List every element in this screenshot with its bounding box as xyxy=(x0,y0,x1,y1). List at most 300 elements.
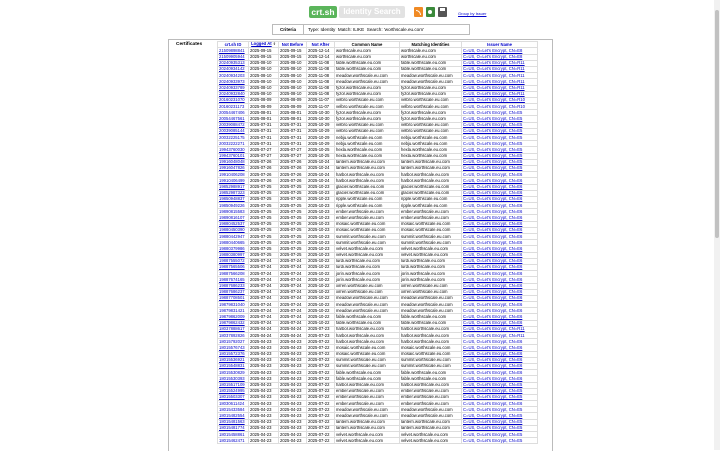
not-after-cell: 2025-11-07 xyxy=(307,97,335,103)
certificate-id-link[interactable]: 18015572376 xyxy=(219,351,245,357)
common-name-cell: fable.worthscale.eu.com xyxy=(335,376,400,382)
not-before-cell: 2025-07-25 xyxy=(279,246,307,252)
not-after-cell: 2025-07-22 xyxy=(307,351,335,357)
issuer-link[interactable]: C=US, O=Let's Encrypt, CN=E6 xyxy=(463,190,523,196)
col-crtsh-id[interactable]: crt.sh ID xyxy=(218,42,249,48)
issuer-link[interactable]: C=US, O=Let's Encrypt, CN=E6 xyxy=(463,245,523,251)
issuer-link[interactable]: C=US, O=Let's Encrypt, CN=E6 xyxy=(463,301,523,307)
matching-identities-cell: velvet.worthscale.eu.com xyxy=(400,252,462,258)
issuer-link[interactable]: C=US, O=Let's Encrypt, CN=E6 xyxy=(463,233,523,239)
group-by-issuer-link[interactable]: Group by Issuer xyxy=(458,11,487,16)
issuer-link[interactable]: C=US, O=Let's Encrypt, CN=E8 xyxy=(463,54,523,60)
issuer-link[interactable]: C=US, O=Let's Encrypt, CN=R11 xyxy=(463,66,525,72)
certificate-id-link[interactable]: 19879831040 xyxy=(219,301,245,307)
certificate-id-link[interactable]: 19887674165 xyxy=(219,276,245,282)
crtsh-id-link[interactable] xyxy=(218,302,249,308)
not-before-cell: 2025-07-27 xyxy=(279,147,307,153)
logged-at-cell: 2025-08-01 xyxy=(249,116,279,122)
common-name-cell: lantern.worthscale.eu.com xyxy=(335,425,400,431)
crtsh-id-link[interactable] xyxy=(218,234,249,240)
not-before-cell: 2025-07-24 xyxy=(279,314,307,320)
matching-identities-cell: harbor.worthscale.eu.com xyxy=(400,178,462,184)
issuer-link[interactable]: C=US, O=Let's Encrypt, CN=E6 xyxy=(463,221,523,227)
common-name-cell: ember.worthscale.eu.com xyxy=(335,215,400,221)
certificate-id-link[interactable]: 18015792027 xyxy=(219,338,245,344)
matching-identities-cell: meadow.worthscale.eu.com xyxy=(400,73,462,79)
certificate-id-link[interactable]: 19880380997 xyxy=(219,252,245,258)
not-before-cell: 2025-04-23 xyxy=(279,432,307,438)
certificate-id-link[interactable]: 20240933973 xyxy=(219,78,245,84)
certificate-id-link[interactable]: 18015524995 xyxy=(219,388,245,394)
certificates-label: Certificates xyxy=(176,42,203,47)
certificate-id-link[interactable]: 20054467561 xyxy=(219,115,245,121)
certificate-id-link[interactable]: 19879862009 xyxy=(219,313,245,319)
logged-at-cell: 2025-07-27 xyxy=(249,147,279,153)
matching-identities-cell: fable.worthscale.eu.com xyxy=(400,376,462,382)
common-name-cell: lurdi.worthscale.eu.com xyxy=(335,264,400,270)
certificate-id-link[interactable]: 20032225175 xyxy=(219,134,245,140)
crtsh-id-link[interactable] xyxy=(218,135,249,141)
common-name-cell: fable.worthscale.eu.com xyxy=(335,66,400,72)
not-before-cell: 2025-07-25 xyxy=(279,221,307,227)
certificate-id-link[interactable]: 20160231070 xyxy=(219,97,245,103)
common-name-cell: ripple.worthscale.eu.com xyxy=(335,203,400,209)
not-after-cell: 2025-07-22 xyxy=(307,376,335,382)
not-before-cell: 2025-04-23 xyxy=(279,370,307,376)
issuer-link[interactable]: C=US, O=Let's Encrypt, CN=E6 xyxy=(463,320,523,326)
scrollbar-thumb[interactable] xyxy=(715,10,719,238)
certificate-id-link[interactable]: 19887555072 xyxy=(219,258,245,264)
certificate-id-link[interactable]: 19880379986 xyxy=(219,245,245,251)
not-after-cell: 2025-07-22 xyxy=(307,382,335,388)
certificate-id-link[interactable]: 18037892826 xyxy=(219,332,245,338)
matching-identities-cell: harbor.worthscale.eu.com xyxy=(400,339,462,345)
criteria-type: Type: Identity xyxy=(308,27,336,32)
common-name-cell: meadow.worthscale.eu.com xyxy=(335,407,400,413)
not-before-cell: 2025-07-26 xyxy=(279,172,307,178)
certificate-id-link[interactable]: 18030611424 xyxy=(219,400,245,406)
not-before-cell: 2025-07-25 xyxy=(279,209,307,215)
certificate-id-link[interactable]: 19910406208 xyxy=(219,171,245,177)
not-before-cell: 2025-08-09 xyxy=(279,104,307,110)
certificate-id-link[interactable]: 19850948837 xyxy=(219,196,245,202)
logged-at-cell: 2025-04-23 xyxy=(249,345,279,351)
matching-identities-cell: meadow.worthscale.eu.com xyxy=(400,302,462,308)
issuer-link[interactable]: C=US, O=Let's Encrypt, CN=E5 xyxy=(463,394,523,400)
col-issuer-name[interactable]: Issuer Name xyxy=(462,42,538,48)
issuer-link[interactable]: C=US, O=Let's Encrypt, CN=E5 xyxy=(463,382,523,387)
certificate-id-link[interactable]: 18015503307 xyxy=(219,394,245,400)
issuer-link[interactable]: C=US, O=Let's Encrypt, CN=E5 xyxy=(463,406,523,412)
not-before-cell: 2025-08-01 xyxy=(279,116,307,122)
certificate-id-link[interactable]: 18015530393 xyxy=(219,375,245,381)
not-after-cell: 2025-11-07 xyxy=(307,104,335,110)
matching-identities-cell: harbor.worthscale.eu.com xyxy=(400,326,462,332)
issuer-link[interactable]: C=US, O=Let's Encrypt, CN=E6 xyxy=(463,369,523,375)
issuer-link[interactable]: C=US, O=Let's Encrypt, CN=E5 xyxy=(463,437,523,443)
certificate-id-link[interactable]: 18015481774 xyxy=(219,425,245,431)
crtsh-logo[interactable]: crt.sh xyxy=(309,6,337,18)
not-before-cell: 2025-09-15 xyxy=(279,54,307,60)
logged-at-cell: 2025-07-25 xyxy=(249,240,279,246)
certificate-id-link[interactable]: 18037888617 xyxy=(219,326,245,332)
matching-identities-cell: meadow.worthscale.eu.com xyxy=(400,79,462,85)
issuer-link[interactable]: C=US, O=Let's Encrypt, CN=E6 xyxy=(463,363,523,369)
criteria-box xyxy=(272,24,470,35)
issuer-link[interactable]: C=US, O=Let's Encrypt, CN=R11 xyxy=(463,60,525,66)
common-name-cell: fyzor.worthscale.eu.com xyxy=(335,91,400,97)
certificate-id-link[interactable]: 18015458861 xyxy=(219,431,245,437)
common-name-cell: meadow.worthscale.eu.com xyxy=(335,308,400,314)
certificate-id-link[interactable]: 19887686237 xyxy=(219,289,245,295)
certificate-id-link[interactable]: 19880442947 xyxy=(219,233,245,239)
certificate-id-link[interactable]: 19879831421 xyxy=(219,307,245,313)
certificate-id-link[interactable]: 18015576743 xyxy=(219,344,245,350)
crtsh-id-link[interactable] xyxy=(218,104,249,110)
logged-at-cell: 2025-07-24 xyxy=(249,264,279,270)
certificate-id-link[interactable]: 19916048048 xyxy=(219,159,245,165)
crtsh-id-link[interactable] xyxy=(218,271,249,277)
matching-identities-cell: summit.worthscale.eu.com xyxy=(400,240,462,246)
matching-identities-cell: mosaic.worthscale.eu.com xyxy=(400,221,462,227)
logged-at-cell: 2025-07-25 xyxy=(249,234,279,240)
issuer-link[interactable]: C=US, O=Let's Encrypt, CN=R10 xyxy=(463,103,525,109)
logged-at-cell: 2025-04-24 xyxy=(249,333,279,339)
issuer-link[interactable]: C=US, O=Let's Encrypt, CN=E5 xyxy=(463,431,523,437)
not-after-cell: 2025-10-30 xyxy=(307,110,335,116)
crtsh-id-link[interactable] xyxy=(218,73,249,79)
criteria-values xyxy=(308,25,424,34)
logged-at-cell: 2025-04-23 xyxy=(249,370,279,376)
common-name-cell: mosaic.worthscale.eu.com xyxy=(335,221,400,227)
issuer-link[interactable]: C=US, O=Let's Encrypt, CN=E6 xyxy=(463,283,523,288)
logged-at-cell: 2025-07-31 xyxy=(249,141,279,147)
matching-identities-cell: fable.worthscale.eu.com xyxy=(400,60,462,66)
not-after-cell: 2025-07-22 xyxy=(307,425,335,431)
col-matching-identities: Matching Identities xyxy=(400,42,462,48)
not-after-cell: 2025-10-23 xyxy=(307,240,335,246)
issuer-link[interactable]: C=US, O=Let's Encrypt, CN=E5 xyxy=(463,388,523,394)
issuer-link[interactable]: C=US, O=Let's Encrypt, CN=R11 xyxy=(463,332,525,338)
logged-at-cell: 2025-07-24 xyxy=(249,283,279,289)
matching-identities-cell: ember.worthscale.eu.com xyxy=(400,215,462,221)
certificate-id-link[interactable]: 20039088472 xyxy=(219,122,245,128)
logged-at-cell: 2025-07-31 xyxy=(249,122,279,128)
crtsh-id-link[interactable] xyxy=(218,172,249,178)
issuer-link[interactable]: C=US, O=Let's Encrypt, CN=E6 xyxy=(463,351,523,357)
common-name-cell: ember.worthscale.eu.com xyxy=(335,394,400,400)
common-name-cell: harbor.worthscale.eu.com xyxy=(335,339,400,345)
crtsh-id-link[interactable] xyxy=(218,333,249,339)
crtsh-id-link[interactable] xyxy=(218,401,249,407)
matching-identities-cell: fable.worthscale.eu.com xyxy=(400,320,462,326)
matching-identities-cell: fyzor.worthscale.eu.com xyxy=(400,85,462,91)
issuer-link[interactable]: C=US, O=Let's Encrypt, CN=R11 xyxy=(463,85,525,90)
issuer-link[interactable]: C=US, O=Let's Encrypt, CN=E6 xyxy=(463,307,523,313)
issuer-link[interactable]: C=US, O=Let's Encrypt, CN=E6 xyxy=(463,184,523,189)
common-name-cell: lantern.worthscale.eu.com xyxy=(335,419,400,425)
common-name-cell: fyzor.worthscale.eu.com xyxy=(335,110,400,116)
issuer-link[interactable]: C=US, O=Let's Encrypt, CN=E5 xyxy=(463,165,523,171)
common-name-cell: mosaic.worthscale.eu.com xyxy=(335,227,400,233)
common-name-cell: nebju.worthscale.eu.com xyxy=(335,141,400,147)
matching-identities-cell: mosaic.worthscale.eu.com xyxy=(400,227,462,233)
certificate-id-link[interactable]: 20240934142 xyxy=(219,66,245,72)
common-name-cell: mosaic.worthscale.eu.com xyxy=(335,345,400,351)
rss-feed-icon[interactable] xyxy=(414,7,423,17)
issuer-link[interactable]: C=US, O=Let's Encrypt, CN=E6 xyxy=(463,344,523,350)
common-name-cell: ember.worthscale.eu.com xyxy=(335,401,400,407)
not-after-cell: 2025-10-22 xyxy=(307,258,335,264)
not-before-cell: 2025-04-23 xyxy=(279,345,307,351)
issuer-link[interactable]: C=US, O=Let's Encrypt, CN=R11 xyxy=(463,91,525,97)
certificate-id-link[interactable]: 19890816107 xyxy=(219,214,245,220)
issuer-link[interactable]: C=US, O=Let's Encrypt, CN=E6 xyxy=(463,202,523,208)
certificate-id-link[interactable]: 19850949226 xyxy=(219,202,245,208)
certificate-id-link[interactable]: 18015530829 xyxy=(219,369,245,375)
not-before-cell: 2025-04-24 xyxy=(279,333,307,339)
certificate-id-link[interactable]: 18015536921 xyxy=(219,357,245,363)
issuer-link[interactable]: C=US, O=Let's Encrypt, CN=E8 xyxy=(463,47,523,53)
issuer-link[interactable]: C=US, O=Let's Encrypt, CN=E6 xyxy=(463,375,523,381)
logged-at-cell: 2025-08-10 xyxy=(249,91,279,97)
not-before-cell: 2025-07-31 xyxy=(279,141,307,147)
logged-at-cell: 2025-04-23 xyxy=(249,376,279,382)
matching-identities-cell: ember.worthscale.eu.com xyxy=(400,401,462,407)
certificate-id-link[interactable]: 21509905944 xyxy=(219,54,245,60)
issuer-link[interactable]: C=US, O=Let's Encrypt, CN=E5 xyxy=(463,109,523,115)
certificate-id-link[interactable]: 20160231173 xyxy=(219,103,245,109)
logged-at-cell: 2025-07-25 xyxy=(249,184,279,190)
not-after-cell: 2025-10-29 xyxy=(307,141,335,147)
issuer-link[interactable]: C=US, O=Let's Encrypt, CN=E5 xyxy=(463,419,523,425)
not-before-cell: 2025-04-23 xyxy=(279,363,307,369)
common-name-cell: summit.worthscale.eu.com xyxy=(335,357,400,363)
not-after-cell: 2025-11-08 xyxy=(307,66,335,72)
certificate-id-link[interactable]: 18015462471 xyxy=(219,437,245,443)
issuer-link[interactable]: C=US, O=Let's Encrypt, CN=E6 xyxy=(463,258,523,264)
certificate-id-link[interactable]: 19887708501 xyxy=(219,295,245,301)
crtsh-id-link[interactable] xyxy=(218,203,249,209)
issuer-link[interactable]: C=US, O=Let's Encrypt, CN=R11 xyxy=(463,78,525,84)
certificate-id-link[interactable]: 19943760030 xyxy=(219,146,245,152)
crtsh-id-link[interactable] xyxy=(218,141,249,147)
not-after-cell: 2025-12-14 xyxy=(307,48,335,54)
issuer-link[interactable]: C=US, O=Let's Encrypt, CN=E6 xyxy=(463,357,523,363)
not-after-cell: 2025-07-22 xyxy=(307,345,335,351)
matching-identities-cell: ripple.worthscale.eu.com xyxy=(400,196,462,202)
logged-at-cell: 2025-08-10 xyxy=(249,60,279,66)
certificate-id-link[interactable]: 20240934203 xyxy=(219,72,245,78)
matching-identities-cell: nebju.worthscale.eu.com xyxy=(400,141,462,147)
not-before-cell: 2025-04-23 xyxy=(279,376,307,382)
not-before-cell: 2025-08-01 xyxy=(279,110,307,116)
crtsh-id-link[interactable] xyxy=(218,339,249,345)
certificate-id-link[interactable]: 20240933789 xyxy=(219,85,245,90)
not-before-cell: 2025-04-23 xyxy=(279,407,307,413)
certificate-id-link[interactable]: 18015548831 xyxy=(219,363,245,369)
certificate-id-link[interactable]: 19887565506 xyxy=(219,264,245,270)
logged-at-cell: 2025-09-15 xyxy=(249,54,279,60)
matching-identities-cell: fyzor.worthscale.eu.com xyxy=(400,116,462,122)
certificate-id-link[interactable]: 18015482554 xyxy=(219,412,245,418)
issuer-link[interactable]: C=US, O=Let's Encrypt, CN=E6 xyxy=(463,171,523,177)
not-after-cell: 2025-11-08 xyxy=(307,91,335,97)
not-after-cell: 2025-10-22 xyxy=(307,277,335,283)
matching-identities-cell: ember.worthscale.eu.com xyxy=(400,209,462,215)
logged-at-cell: 2025-04-23 xyxy=(249,351,279,357)
not-before-cell: 2025-08-10 xyxy=(279,91,307,97)
issuer-link[interactable]: C=US, O=Let's Encrypt, CN=R10 xyxy=(463,97,525,103)
certificate-id-link[interactable]: 18015481563 xyxy=(219,419,245,425)
issuer-link[interactable]: C=US, O=Let's Encrypt, CN=E6 xyxy=(463,400,523,406)
common-name-cell: fable.worthscale.eu.com xyxy=(335,314,400,320)
matching-identities-cell: summit.worthscale.eu.com xyxy=(400,357,462,363)
logged-at-cell: 2025-07-25 xyxy=(249,203,279,209)
col-not-after[interactable]: Not After xyxy=(307,42,335,48)
issuer-link[interactable]: C=US, O=Let's Encrypt, CN=E6 xyxy=(463,208,523,214)
not-before-cell: 2025-04-23 xyxy=(279,401,307,407)
not-after-cell: 2025-10-25 xyxy=(307,147,335,153)
certificate-id-link[interactable]: 19910406499 xyxy=(219,177,245,183)
col-not-before[interactable]: Not Before xyxy=(279,42,307,48)
not-after-cell: 2025-10-30 xyxy=(307,116,335,122)
certificate-id-link[interactable]: 20240935313 xyxy=(219,60,245,66)
certificate-id-link[interactable]: 19879862432 xyxy=(219,320,245,326)
logged-at-cell: 2025-07-24 xyxy=(249,314,279,320)
page-scrollbar[interactable] xyxy=(714,0,720,450)
print-icon[interactable] xyxy=(438,7,447,17)
issuer-link[interactable]: C=US, O=Let's Encrypt, CN=E6 xyxy=(463,289,523,295)
matching-identities-cell: ripple.worthscale.eu.com xyxy=(400,203,462,209)
certificate-id-link[interactable]: 19880440665 xyxy=(219,239,245,245)
not-after-cell: 2025-10-22 xyxy=(307,314,335,320)
certificate-id-link[interactable]: 19880450390 xyxy=(219,227,245,233)
not-before-cell: 2025-07-24 xyxy=(279,258,307,264)
crtsh-id-link[interactable] xyxy=(218,240,249,246)
criteria-search: Search: 'worthscale.eu.com' xyxy=(366,27,424,32)
certificate-id-link[interactable]: 21509898841 xyxy=(219,47,245,53)
crtsh-id-link[interactable] xyxy=(218,370,249,376)
matching-identities-cell: nebju.worthscale.eu.com xyxy=(400,135,462,141)
not-after-cell: 2025-07-22 xyxy=(307,394,335,400)
issuer-link[interactable]: C=US, O=Let's Encrypt, CN=E5 xyxy=(463,146,523,152)
logged-at-cell: 2025-07-24 xyxy=(249,258,279,264)
crtsh-id-link[interactable] xyxy=(218,438,249,444)
certificate-id-link[interactable]: 20039085144 xyxy=(219,128,245,134)
not-after-cell: 2025-07-22 xyxy=(307,388,335,394)
common-name-cell: xirren.worthscale.eu.com xyxy=(335,283,400,289)
not-after-cell: 2025-07-22 xyxy=(307,370,335,376)
certificate-id-link[interactable]: 19880452537 xyxy=(219,221,245,227)
certificate-id-link[interactable]: 19916047826 xyxy=(219,165,245,171)
issuer-link[interactable]: C=US, O=Let's Encrypt, CN=E6 xyxy=(463,313,523,319)
certificate-id-link[interactable]: 19887566208 xyxy=(219,270,245,276)
certificate-id-link[interactable]: 18015433584 xyxy=(219,406,245,412)
issuer-link[interactable]: C=US, O=Let's Encrypt, CN=E6 xyxy=(463,252,523,258)
certificate-id-link[interactable]: 19852987323 xyxy=(219,190,245,196)
certificate-id-link[interactable]: 20032222271 xyxy=(219,140,245,146)
not-before-cell: 2025-08-10 xyxy=(279,79,307,85)
logged-at-cell: 2025-08-10 xyxy=(249,85,279,91)
issuer-link[interactable]: C=US, O=Let's Encrypt, CN=E6 xyxy=(463,196,523,202)
certificate-id-link[interactable]: 19943760101 xyxy=(219,153,245,159)
not-after-cell: 2025-10-23 xyxy=(307,190,335,196)
issuer-link[interactable]: C=US, O=Let's Encrypt, CN=E6 xyxy=(463,227,523,233)
matching-identities-cell: velvet.worthscale.eu.com xyxy=(400,438,462,444)
not-before-cell: 2025-04-23 xyxy=(279,351,307,357)
certificate-id-link[interactable]: 18015517109 xyxy=(219,382,245,387)
matching-identities-cell: mosaic.worthscale.eu.com xyxy=(400,351,462,357)
not-after-cell: 2025-10-22 xyxy=(307,295,335,301)
logged-at-cell: 2025-07-31 xyxy=(249,135,279,141)
not-before-cell: 2025-08-10 xyxy=(279,60,307,66)
not-after-cell: 2025-11-08 xyxy=(307,85,335,91)
issuer-link[interactable]: C=US, O=Let's Encrypt, CN=E5 xyxy=(463,153,523,159)
certificate-id-link[interactable]: 20054467406 xyxy=(219,109,245,115)
issuer-link[interactable]: C=US, O=Let's Encrypt, CN=E6 xyxy=(463,338,523,344)
not-after-cell: 2025-10-23 xyxy=(307,234,335,240)
matching-identities-cell: summit.worthscale.eu.com xyxy=(400,363,462,369)
issuer-name-link[interactable] xyxy=(462,438,538,444)
issuer-link[interactable]: C=US, O=Let's Encrypt, CN=E5 xyxy=(463,159,523,165)
criteria-match: Match: ILIKE xyxy=(337,27,365,32)
issuer-link[interactable]: C=US, O=Let's Encrypt, CN=E6 xyxy=(463,295,523,301)
issuer-link[interactable]: C=US, O=Let's Encrypt, CN=E6 xyxy=(463,270,523,276)
issuer-link[interactable]: C=US, O=Let's Encrypt, CN=E6 xyxy=(463,177,523,183)
issuer-link[interactable]: C=US, O=Let's Encrypt, CN=E5 xyxy=(463,115,523,121)
issuer-link[interactable]: C=US, O=Let's Encrypt, CN=E5 xyxy=(463,134,523,140)
logged-at-cell: 2025-04-24 xyxy=(249,326,279,332)
common-name-cell: lurdi.worthscale.eu.com xyxy=(335,258,400,264)
matching-identities-cell: fyzor.worthscale.eu.com xyxy=(400,110,462,116)
atom-feed-icon[interactable] xyxy=(426,7,435,17)
not-after-cell: 2025-10-25 xyxy=(307,153,335,159)
issuer-link[interactable]: C=US, O=Let's Encrypt, CN=E6 xyxy=(463,214,523,220)
matching-identities-cell: glacier.worthscale.eu.com xyxy=(400,190,462,196)
issuer-link[interactable]: C=US, O=Let's Encrypt, CN=R11 xyxy=(463,326,525,332)
issuer-link[interactable]: C=US, O=Let's Encrypt, CN=E6 xyxy=(463,239,523,245)
not-before-cell: 2025-08-10 xyxy=(279,85,307,91)
issuer-link[interactable]: C=US, O=Let's Encrypt, CN=E5 xyxy=(463,140,523,146)
col-logged-at[interactable]: Logged At ⇧ xyxy=(249,42,279,48)
matching-identities-cell: meadow.worthscale.eu.com xyxy=(400,308,462,314)
issuer-link[interactable]: C=US, O=Let's Encrypt, CN=E6 xyxy=(463,264,523,270)
logged-at-cell: 2025-08-10 xyxy=(249,79,279,85)
certificate-id-link[interactable]: 19852988917 xyxy=(219,184,245,189)
logged-at-cell: 2025-07-27 xyxy=(249,153,279,159)
issuer-link[interactable]: C=US, O=Let's Encrypt, CN=E5 xyxy=(463,412,523,418)
not-before-cell: 2025-07-24 xyxy=(279,283,307,289)
common-name-cell: fable.worthscale.eu.com xyxy=(335,370,400,376)
logged-at-cell: 2025-04-23 xyxy=(249,425,279,431)
issuer-link[interactable]: C=US, O=Let's Encrypt, CN=E6 xyxy=(463,276,523,282)
issuer-link[interactable]: C=US, O=Let's Encrypt, CN=R11 xyxy=(463,72,525,78)
crtsh-id-link[interactable] xyxy=(218,432,249,438)
not-after-cell: 2025-10-23 xyxy=(307,203,335,209)
issuer-link[interactable]: C=US, O=Let's Encrypt, CN=E5 xyxy=(463,122,523,128)
certificate-id-link[interactable]: 20240932840 xyxy=(219,91,245,97)
matching-identities-cell: ember.worthscale.eu.com xyxy=(400,394,462,400)
common-name-cell: meadow.worthscale.eu.com xyxy=(335,295,400,301)
issuer-link[interactable]: C=US, O=Let's Encrypt, CN=E5 xyxy=(463,128,523,134)
certificate-id-link[interactable]: 19887686233 xyxy=(219,283,245,288)
issuer-link[interactable]: C=US, O=Let's Encrypt, CN=E5 xyxy=(463,425,523,431)
not-before-cell: 2025-07-26 xyxy=(279,165,307,171)
certificate-id-link[interactable]: 19890815583 xyxy=(219,208,245,214)
not-before-cell: 2025-04-23 xyxy=(279,382,307,388)
matching-identities-cell: worthscale.eu.com xyxy=(400,48,462,54)
